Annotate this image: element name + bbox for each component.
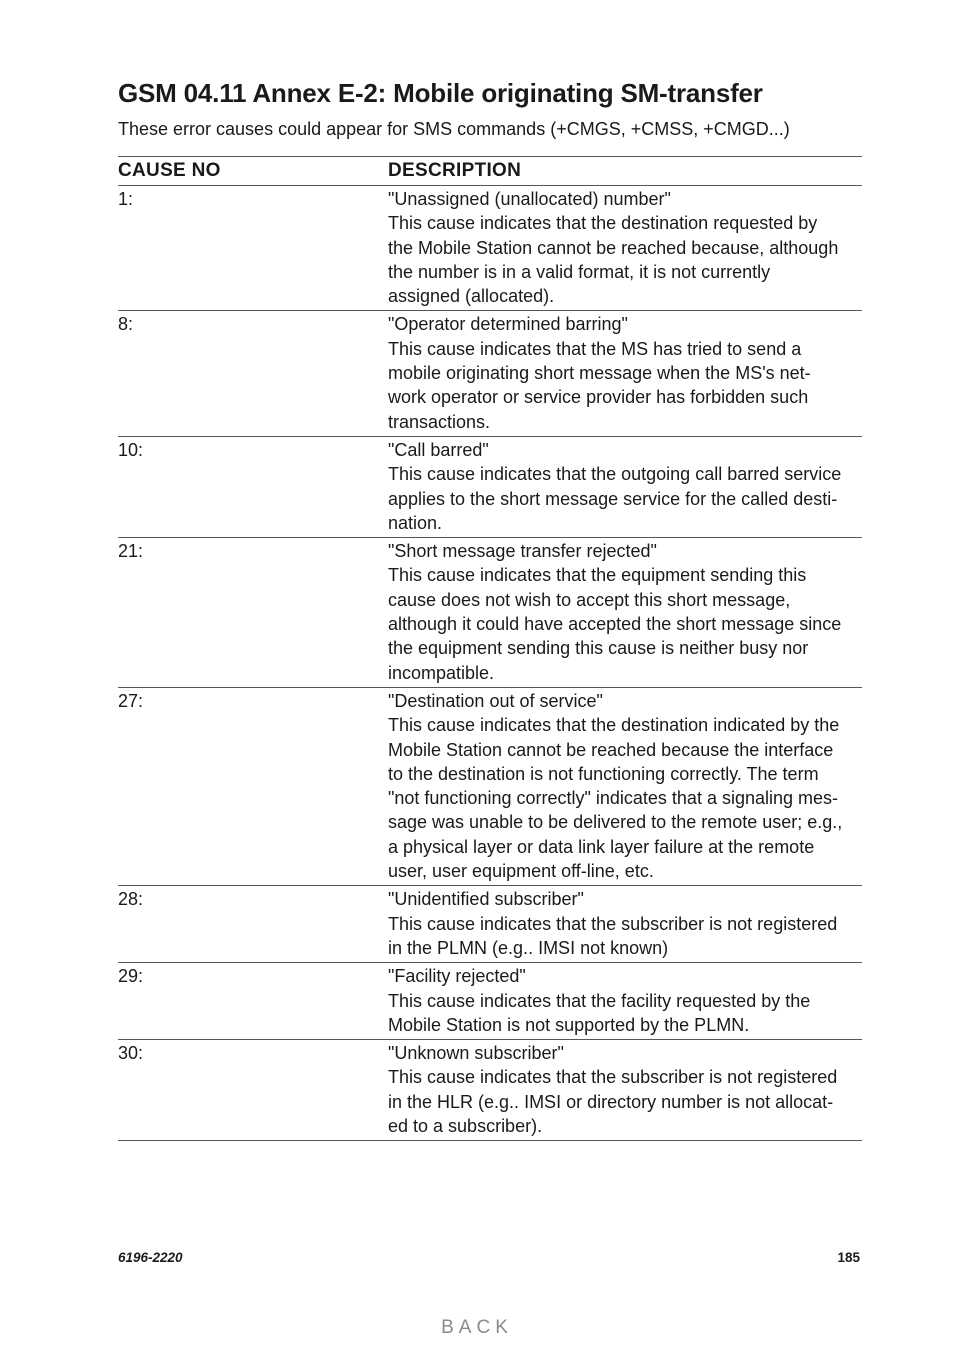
table-header (118, 157, 862, 186)
document-code: 6196-2220 (118, 1250, 183, 1265)
cause-description: "Unidentified subscriber" This cause indicates that the subscriber is not registered in the PLMN (e.g.. IMSI not known) (388, 889, 838, 958)
cause-number: 27: (118, 690, 144, 711)
table-row (118, 886, 862, 963)
cause-number: 8: (118, 314, 134, 335)
cause-description: "Unassigned (unallocated) number" This cause indicates that the destination requested by the Mobile Station cannot be reached because, although the number is in a valid format, it is not currently assigned (allocated). (388, 189, 839, 307)
cause-number: 1: (118, 189, 134, 209)
cause-description: "Short message transfer rejected" This cause indicates that the equipment sending this cause does not wish to accept this short message, although it could have accepted the short message since the equipment sending this cause is neither busy nor incompatible. (388, 541, 842, 683)
cause-description: "Facility rejected" This cause indicates that the facility requested by the Mobile Station is not supported by the PLMN. (388, 966, 811, 1035)
cause-number: 30: (118, 1043, 144, 1064)
cause-description: "Unknown subscriber" This cause indicates that the subscriber is not registered in the HLR (e.g.. IMSI or directory number is not allocat- ed to a subscriber). (388, 1043, 838, 1136)
table-row (118, 437, 862, 538)
page-title: GSM 04.11 Annex E-2: Mobile originating SM-transfer (118, 78, 763, 108)
header-description: DESCRIPTION (388, 160, 522, 181)
page-subtitle: These error causes could appear for SMS commands (+CMGS, +CMSS, +CMGD...) (118, 119, 790, 139)
cause-number: 10: (118, 439, 144, 460)
table-row (118, 688, 862, 886)
table-row (118, 311, 862, 436)
back-link[interactable]: BACK (441, 1317, 513, 1338)
header-cause-no: CAUSE NO (118, 160, 221, 181)
table-row (118, 1040, 862, 1141)
cause-number: 21: (118, 541, 144, 562)
cause-description: "Operator determined barring" This cause indicates that the MS has tried to send a mobile originating short message when the MS's net- work operator or service provider has forbidden such transactions. (388, 314, 811, 432)
cause-description: "Call barred" This cause indicates that the outgoing call barred service applies to the short message service for the called desti- nation. (388, 439, 842, 533)
table-row (118, 538, 862, 688)
cause-description: "Destination out of service" This cause indicates that the destination indicated by the Mobile Station cannot be reached because the interface to the destination is not functioning correctly. The term "not functioning correctly" indicates that a signaling mes- sage was unable to be delivered to the remote user; e.g., a physical layer or data link layer failure at the remote user, user equipment off-line, etc. (388, 690, 843, 882)
table-row (118, 963, 862, 1040)
table-row (118, 186, 862, 311)
cause-number: 28: (118, 889, 144, 910)
cause-number: 29: (118, 966, 144, 987)
error-cause-table (118, 156, 862, 1141)
page-number: 185 (837, 1250, 860, 1265)
